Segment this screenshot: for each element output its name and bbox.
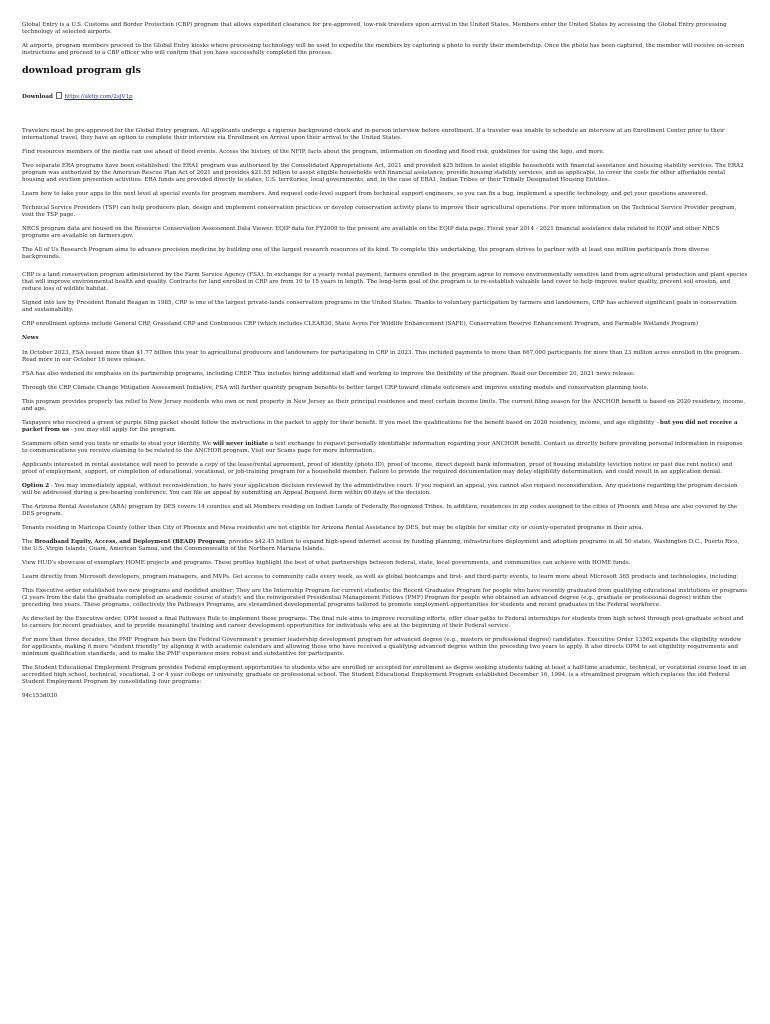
page-heading: download program gls [22, 65, 141, 76]
paragraph: The Student Educational Employment Program provides Federal employment opportunities to students who are enrolled or accepted for enrollment as degree seeking students taking at least a half-time academic, technical, or vocational course load in an accredited high school, technical, vocational, 2 or 4 year college or university, graduate or professional school. The Student Educational Employment Program established December 16, 1994, is a streamlined program which replaces the old Federal Student Employment Program by consolidating four programs: [22, 665, 747, 685]
download-icon [56, 92, 62, 99]
option2-label: Option 2 [22, 483, 50, 489]
scammers-text: Scammers often send you texts or emails to steal your identity. We [22, 441, 213, 447]
taxpayers-paragraph [22, 420, 748, 434]
paragraph: The Arizona Rental Assistance (ARA) program by DES covers 14 counties and all Members residing on Indian Lands of Federally Recognized Tribes. In addition, residences in zip codes assigned to the cities of Phoenix and Mesa are also covered by the DES program. [22, 504, 738, 517]
paragraph: Tenants residing in Maricopa County (other than City of Phoenix and Mesa residents) are not eligible for Arizona Rental Assistance by DES, but may be eligible for similar city or county-operated programs in their area. [22, 525, 644, 531]
taxpayers-text: Taxpayers who received a green or purple filing packet should follow the instructions in the packet to apply for their benefit. If you meet the qualifications for the benefit based on 2020 residency, income, and age eligibility - [22, 420, 660, 426]
bead-paragraph [22, 539, 748, 553]
paragraph: Learn how to take your apps to the next level at special events for program members. And request code-level support from technical support engineers, so you can fix a bug, implement a specific technology, and get your questions answered. [22, 191, 708, 197]
paragraph: Find resources members of the media can use ahead of flood events. Access the history of the NFIP, facts about the program, information on flooding and flood risk, guidelines for using the logo, and more. [22, 149, 605, 155]
footer-hash: 94c153d030 [22, 693, 58, 699]
paragraph: NRCS program data are housed on the Resource Conservation Assessment Data Viewer. EQIP data for FY2009 to the present are available on the EQIP data page. Fiscal year 2014 - 2021 financial assistance data related to EQIP and other NRCS programs are available on farmers.gov. [22, 226, 720, 239]
scammers-emphasis: will never initiate [212, 441, 269, 447]
scammers-text-end: a text exchange to request personally identifiable information regarding your ANCHOR benefit. Contact us directly before providing personal information in response to communications you receive claiming to be related to the ANCHOR program. Visit our Scams page for more information. [22, 441, 743, 454]
download-label: Download [22, 94, 53, 100]
paragraph: Technical Service Providers (TSP) can help producers plan, design and implement conservation practices or develop conservation activity plans to improve their agricultural operations. For more information on the Technical Service Provider program, visit the TSP page. [22, 205, 737, 218]
taxpayers-text-end: - you may still apply for the program. [69, 427, 177, 433]
bead-text-end: , provides $42.45 billion to expand high-speed internet access by funding planning, infrastructure deployment and adoption programs in all 50 states, Washington D.C., Puerto Rico, the U.S. Virgin Islands, Guam, American Samoa, and the Commonwealth of the Northern Mariana Islands. [22, 539, 740, 552]
paragraph: The All of Us Research Program aims to advance precision medicine by building one of the largest research resources of its kind. To complete this undertaking, the program strives to partner with at least one million participants from diverse backgrounds. [22, 247, 710, 260]
download-line [22, 92, 748, 101]
paragraph: This Executive order established two new programs and modified another: They are the Internship Program for current students; the Recent Graduates Program for people who have recently graduated from qualifying educational institutions or programs (2 years from the date the graduate completed an academic course of study); and the reinvigorated Presidential Management Fellows (PMF) Program for people who obtained an advanced degree (e.g., graduate or professional degree) within the preceding two years. These programs, collectively the Pathways Programs, are streamlined developmental programs tailored to promote employment opportunities for students and recent graduates in the Federal workforce. [22, 588, 748, 608]
applicants-paragraph: Applicants interested in rental assistance will need to provide a copy of the lease/rental agreement, proof of identity (photo ID), proof of income, direct deposit bank information, proof of housing instability (eviction notice or past due rent notice) and proof of employment, support, or completion of educational, vocational, or job-training program for a household member. Failure to provide the required documentation may delay eligibility determination, and could result in an application denial. [22, 462, 733, 475]
intro-paragraph-2: At airports, program members proceed to the Global Entry kiosks where processing technology will be used to expedite the members by capturing a photo to verify their membership. Once the photo has been captured, the member will receive on-screen instructions and proceed to a CBP officer who will confirm that you have successfully completed the process. [22, 43, 745, 56]
paragraph: Signed into law by President Ronald Reagan in 1985, CRP is one of the largest private-lands conservation programs in the United States. Thanks to voluntary participation by farmers and landowners, CRP has achieved significant goals in conservation and sustainability. [22, 300, 737, 313]
bead-program-name: Broadband Equity, Access, and Deployment (BEAD) Program [34, 539, 226, 545]
taxpayers-emphasis: but you did not receive a packet from us [22, 420, 738, 433]
paragraph: Two separate ERA programs have been established: the ERA1 program was authorized by the Consolidated Appropriations Act, 2021 and provided $25 billion to assist eligible households with financial assistance and housing stability services. The ERA2 program was authorized by the American Rescue Plan Act of 2021 and provides $21.55 billion to assist eligible households with financial assistance, provide housing stability services, and as applicable, to cover the costs for other affordable rental housing and eviction prevention activities. ERA funds are provided directly to states, U.S. territories, local governments, and, in the case of ERA1, Indian Tribes or their Tribally Designated Housing Entities. [22, 163, 744, 183]
paragraph: As directed by the Executive order, OPM issued a final Pathways Rule to implement these programs. The final rule aims to improve recruiting efforts, offer clear paths to Federal internships for students from high school through post-graduate school and to careers for recent graduates, and to provide meaningful training and career development opportunities for individuals who are at the beginning of their Federal service. [22, 616, 744, 629]
paragraph: CRP enrollment options include General CRP, Grassland CRP and Continuous CRP (which includes CLEAR30, State Acres For Wildlife Enhancement (SAFE), Conservation Reserve Enhancement Program, and Farmable Wetlands Program) [22, 321, 698, 327]
download-link[interactable]: https://aktiy.com/2sjV1p [64, 94, 133, 100]
option2-paragraph [22, 483, 748, 497]
paragraph: CRP is a land conservation program administered by the Farm Service Agency (FSA). In exchange for a yearly rental payment, farmers enrolled in the program agree to remove environmentally sensitive land from agricultural production and plant species that will improve environmental health and quality. Contracts for land enrolled in CRP are from 10 to 15 years in length. The long-term goal of the program is to re-establish valuable land cover to help improve water quality, prevent soil erosion, and reduce loss of wildlife habitat. [22, 272, 748, 292]
paragraph: View HUD's showcase of exemplary HOME projects and programs. These profiles highlight the best of what partnerships between federal, state, local governments, and communities can achieve with HOME funds. [22, 560, 631, 566]
bead-text: The [22, 539, 35, 545]
paragraph: Learn directly from Microsoft developers, program managers, and MVPs. Get access to community calls every week, as well as global bootcamps and first- and third-party events, to learn more about Microsoft 365 products and technologies, including: [22, 574, 739, 580]
scammers-paragraph [22, 441, 748, 455]
paragraph: This program provides property tax relief to New Jersey residents who own or rent property in New Jersey as their principal residence and meet certain income limits. The current filing season for the ANCHOR benefit is based on 2020 residency, income, and age. [22, 399, 746, 412]
option2-text: - You may immediately appeal, without reconsideration, to have your application decision reviewed by the administrative court. If you request an appeal, you cannot also request reconsideration. Any questions regarding the program decision will be addressed during a pre-hearing conference. You can file an appeal by submitting an Appeal Request form within 60 days of the decision. [22, 483, 738, 496]
paragraph: Through the CRP Climate Change Mitigation Assessment Initiative, FSA will further quantify program benefits to better target CRP toward climate outcomes and improve existing models and conservation planning tools. [22, 385, 649, 391]
news-heading: News [22, 335, 39, 341]
paragraph: FSA has also widened its emphasis on its partnership programs, including CREP. This includes hiring additional staff and working to improve the flexibility of the program. Read our December 20, 2021 news release. [22, 371, 635, 377]
paragraph: For more than three decades, the PMF Program has been the Federal Government's premier leadership development program for advanced degree (e.g., masters or professional degree) candidates. Executive Order 13562 expands the eligibility window for applicants, making it more "student friendly" by aligning it with academic calendars and allowing those who have received a qualifying advanced degree within the preceding two years to apply. It also directs OPM to set eligibility requirements and minimum qualification standards, and to make the PMF experience more robust and substantive for participants. [22, 637, 742, 657]
intro-paragraph-1: Global Entry is a U.S. Customs and Border Protection (CBP) program that allows expedited clearance for pre-approved, low-risk travelers upon arrival in the United States. Members enter the United States by accessing the Global Entry processing technology at selected airports. [22, 22, 727, 35]
paragraph: In October 2023, FSA issued more than $1.77 billion this year to agricultural producers and landowners for participating in CRP in 2023. This included payments to more than 667,000 participants for more than 23 million acres enrolled in the program. Read more in our October 16 news release. [22, 350, 742, 363]
paragraph: Travelers must be pre-approved for the Global Entry program. All applicants undergo a rigorous background check and in-person interview before enrollment. If a traveler was unable to schedule an interview at an Enrollment Center prior to their international travel, they have an option to complete their interview via Enrollment on Arrival upon their arrival to the United States. [22, 128, 725, 141]
